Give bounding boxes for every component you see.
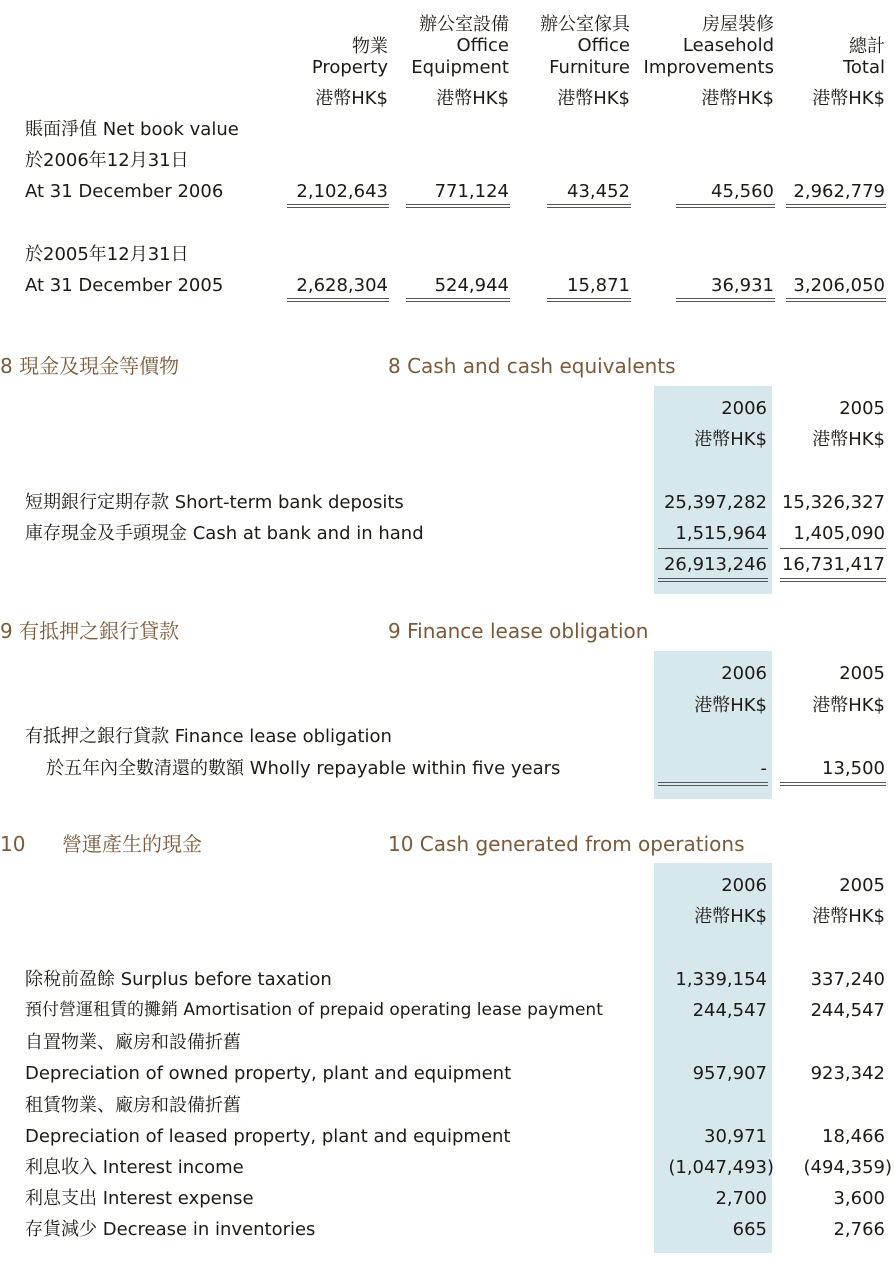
ppe-header-unit: 港幣HK$ <box>701 88 774 109</box>
ppe-header-en: Furniture <box>549 57 630 78</box>
value-2005: 923,342 <box>810 1063 885 1084</box>
section-10-title-zh: 營運產生的現金 <box>62 832 202 856</box>
value-2006: 957,907 <box>692 1063 767 1084</box>
section-10-title-en: 10 Cash generated from operations <box>388 832 745 856</box>
value-2005: 337,240 <box>810 969 885 990</box>
value-2005: 13,500 <box>822 758 885 779</box>
section-9-title-en: 9 Finance lease obligation <box>388 619 649 643</box>
underline <box>658 548 768 549</box>
ppe-value: 3,206,050 <box>793 275 885 296</box>
double-underline <box>547 204 631 208</box>
double-underline <box>786 204 886 208</box>
value-2005: 15,326,327 <box>781 492 885 513</box>
section-9-title-zh: 9 有抵押之銀行貸款 <box>0 619 180 643</box>
ppe-row-date-en: At 31 December 2006 <box>25 181 224 202</box>
year-header: 2006 <box>721 663 767 684</box>
underline <box>780 548 886 549</box>
row-label: Depreciation of owned property, plant and equipment <box>25 1063 512 1084</box>
value-2006: (1,047,493) <box>668 1157 774 1178</box>
unit-header: 港幣HK$ <box>694 695 767 716</box>
double-underline <box>658 782 768 786</box>
unit-header: 港幣HK$ <box>812 906 885 927</box>
ppe-header-en: Total <box>842 57 885 78</box>
ppe-header-unit: 港幣HK$ <box>315 88 388 109</box>
ppe-value: 2,962,779 <box>793 181 885 202</box>
row-label: 存貨減少 Decrease in inventories <box>25 1219 316 1240</box>
ppe-value: 2,102,643 <box>296 181 388 202</box>
row-label: 短期銀行定期存款 Short-term bank deposits <box>25 492 404 513</box>
row-label: 庫存現金及手頭現金 Cash at bank and in hand <box>25 523 424 544</box>
unit-header: 港幣HK$ <box>812 695 885 716</box>
double-underline <box>780 578 886 582</box>
ppe-value: 771,124 <box>434 181 509 202</box>
year-header: 2005 <box>839 398 885 419</box>
row-label: 自置物業、廠房和設備折舊 <box>25 1032 241 1053</box>
value-2006: 665 <box>732 1219 767 1240</box>
unit-header: 港幣HK$ <box>812 429 885 450</box>
ppe-header-en: Improvements <box>643 57 774 78</box>
double-underline <box>547 298 631 302</box>
ppe-header-en: Office <box>456 35 509 56</box>
unit-header: 港幣HK$ <box>694 429 767 450</box>
value-2006: - <box>760 758 767 779</box>
row-label: 於五年內全數清還的數額 Wholly repayable within five years <box>46 758 561 779</box>
ppe-header-en: Property <box>311 57 388 78</box>
value-2006: 244,547 <box>692 1000 767 1021</box>
section-8-title-en: 8 Cash and cash equivalents <box>388 354 676 378</box>
ppe-header-en: Leasehold <box>682 35 774 56</box>
value-2005: 2,766 <box>833 1219 885 1240</box>
ppe-value: 45,560 <box>711 181 774 202</box>
value-2005: 3,600 <box>833 1188 885 1209</box>
value-2005: (494,359) <box>803 1157 892 1178</box>
row-label: 有抵押之銀行貸款 Finance lease obligation <box>25 726 392 747</box>
nbv-label: 賬面淨值 Net book value <box>25 119 239 140</box>
ppe-header-unit: 港幣HK$ <box>812 88 885 109</box>
double-underline <box>406 204 510 208</box>
value-2006: 1,339,154 <box>675 969 767 990</box>
row-label: 利息收入 Interest income <box>25 1157 244 1178</box>
ppe-header-en: Equipment <box>411 57 509 78</box>
total-2005: 16,731,417 <box>781 554 885 575</box>
row-label: 租賃物業、廠房和設備折舊 <box>25 1095 241 1116</box>
double-underline <box>287 204 389 208</box>
value-2005: 18,466 <box>822 1126 885 1147</box>
total-2006: 26,913,246 <box>663 554 767 575</box>
ppe-row-date-zh: 於2005年12月31日 <box>25 244 189 265</box>
value-2006: 1,515,964 <box>675 523 767 544</box>
double-underline <box>780 782 886 786</box>
ppe-header-unit: 港幣HK$ <box>436 88 509 109</box>
row-label: Depreciation of leased property, plant and equipment <box>25 1126 511 1147</box>
year-header: 2006 <box>721 875 767 896</box>
value-2005: 1,405,090 <box>793 523 885 544</box>
ppe-value: 36,931 <box>711 275 774 296</box>
value-2005: 244,547 <box>810 1000 885 1021</box>
ppe-value: 43,452 <box>567 181 630 202</box>
section-8-title-zh: 8 現金及現金等價物 <box>0 354 180 378</box>
row-label: 預付營運租賃的攤銷 Amortisation of prepaid operating lease payment <box>25 1000 603 1020</box>
ppe-header-zh: 房屋裝修 <box>702 14 774 35</box>
ppe-header-zh: 辦公室傢具 <box>540 14 630 35</box>
ppe-header-unit: 港幣HK$ <box>557 88 630 109</box>
row-label: 利息支出 Interest expense <box>25 1188 254 1209</box>
ppe-header-zh: 總計 <box>849 36 885 57</box>
year-header: 2005 <box>839 663 885 684</box>
ppe-value: 524,944 <box>434 275 509 296</box>
ppe-header-zh: 物業 <box>352 36 388 57</box>
section-10-number: 10 <box>0 832 26 856</box>
ppe-value: 15,871 <box>567 275 630 296</box>
row-label: 除稅前盈餘 Surplus before taxation <box>25 969 332 990</box>
double-underline <box>676 298 775 302</box>
double-underline <box>287 298 389 302</box>
value-2006: 30,971 <box>704 1126 767 1147</box>
ppe-row-date-en: At 31 December 2005 <box>25 275 224 296</box>
double-underline <box>676 204 775 208</box>
ppe-row-date-zh: 於2006年12月31日 <box>25 150 189 171</box>
year-header: 2005 <box>839 875 885 896</box>
value-2006: 2,700 <box>715 1188 767 1209</box>
ppe-header-en: Office <box>577 35 630 56</box>
ppe-header-zh: 辦公室設備 <box>419 14 509 35</box>
double-underline <box>406 298 510 302</box>
value-2006: 25,397,282 <box>663 492 767 513</box>
year-header: 2006 <box>721 398 767 419</box>
ppe-value: 2,628,304 <box>296 275 388 296</box>
unit-header: 港幣HK$ <box>694 906 767 927</box>
double-underline <box>786 298 886 302</box>
double-underline <box>658 578 768 582</box>
